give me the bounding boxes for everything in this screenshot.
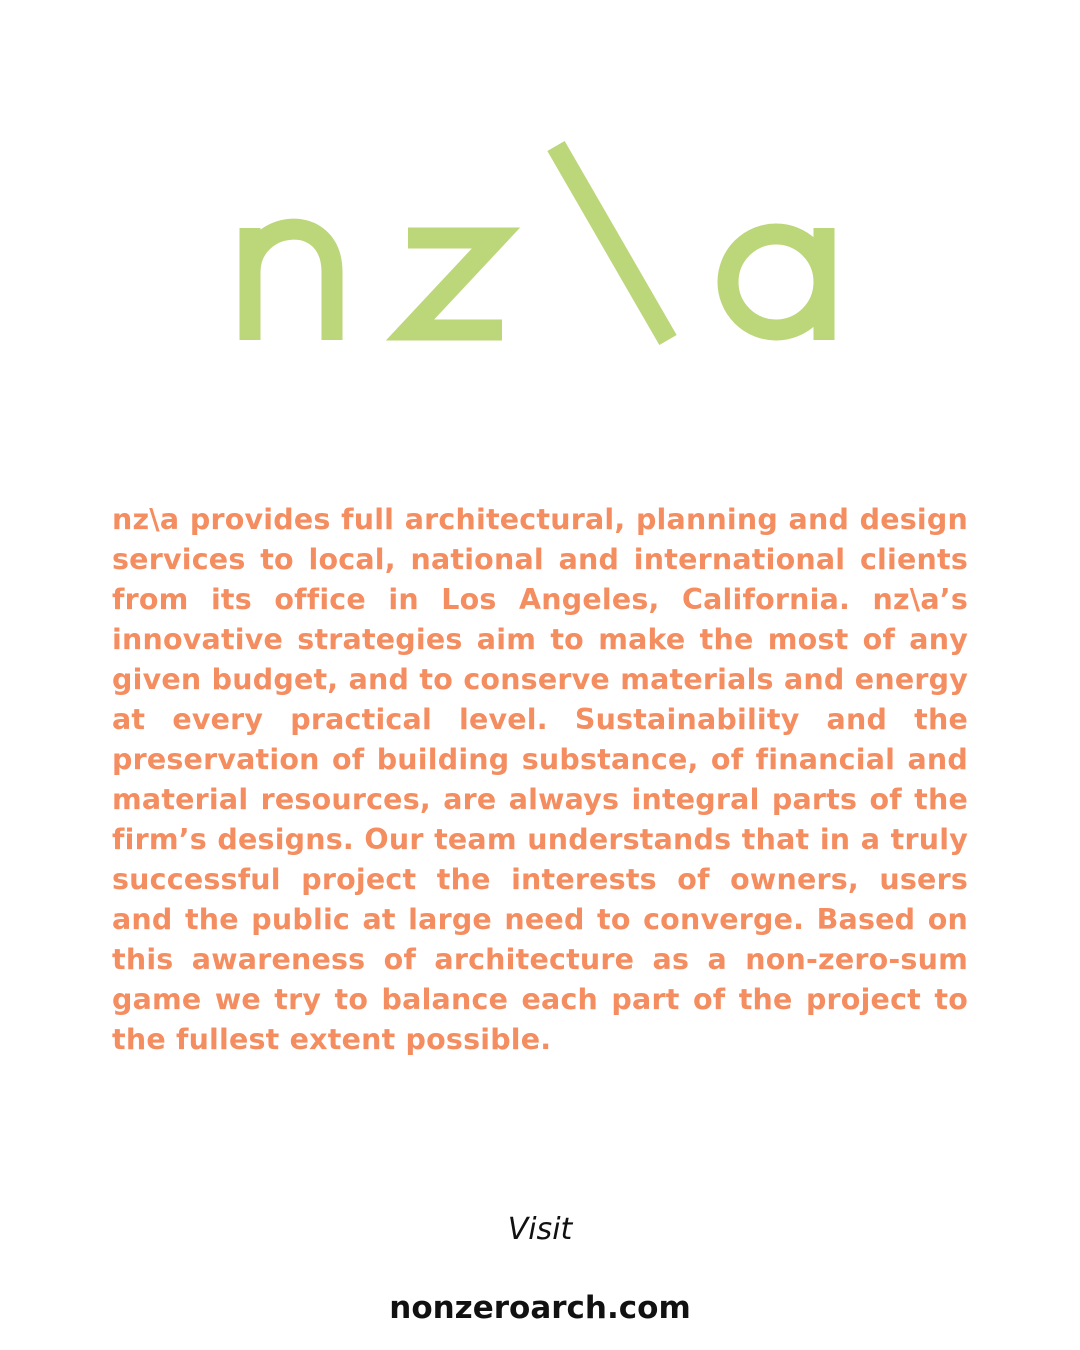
- logo-backslash: [556, 146, 668, 340]
- nza-logo-mark: [236, 140, 840, 350]
- visit-label: Visit: [507, 1212, 573, 1247]
- logo-letter-a-bowl: [728, 234, 824, 330]
- nza-logo: [236, 140, 840, 350]
- logo-letter-n: [250, 228, 332, 340]
- logo-letter-z: [408, 238, 502, 330]
- website-link[interactable]: nonzeroarch.com: [389, 1290, 691, 1326]
- firm-description: nz\a provides full architectural, planning and design services to local, national and international clients from its office in Los Angeles, California. nz\a’s innovative strategies aim to make the most of any given budget, and to conserve materials and energy at every practical level. Sustainability and the preservation of building substance, of financial and material resources, are always integral parts of the firm’s designs. Our team understands that in a truly successful project the interests of owners, users and the public at large need to converge. Based on this awareness of architecture as a non-zero-sum game we try to balance each part of the project to the fullest extent possible.: [112, 503, 968, 1056]
